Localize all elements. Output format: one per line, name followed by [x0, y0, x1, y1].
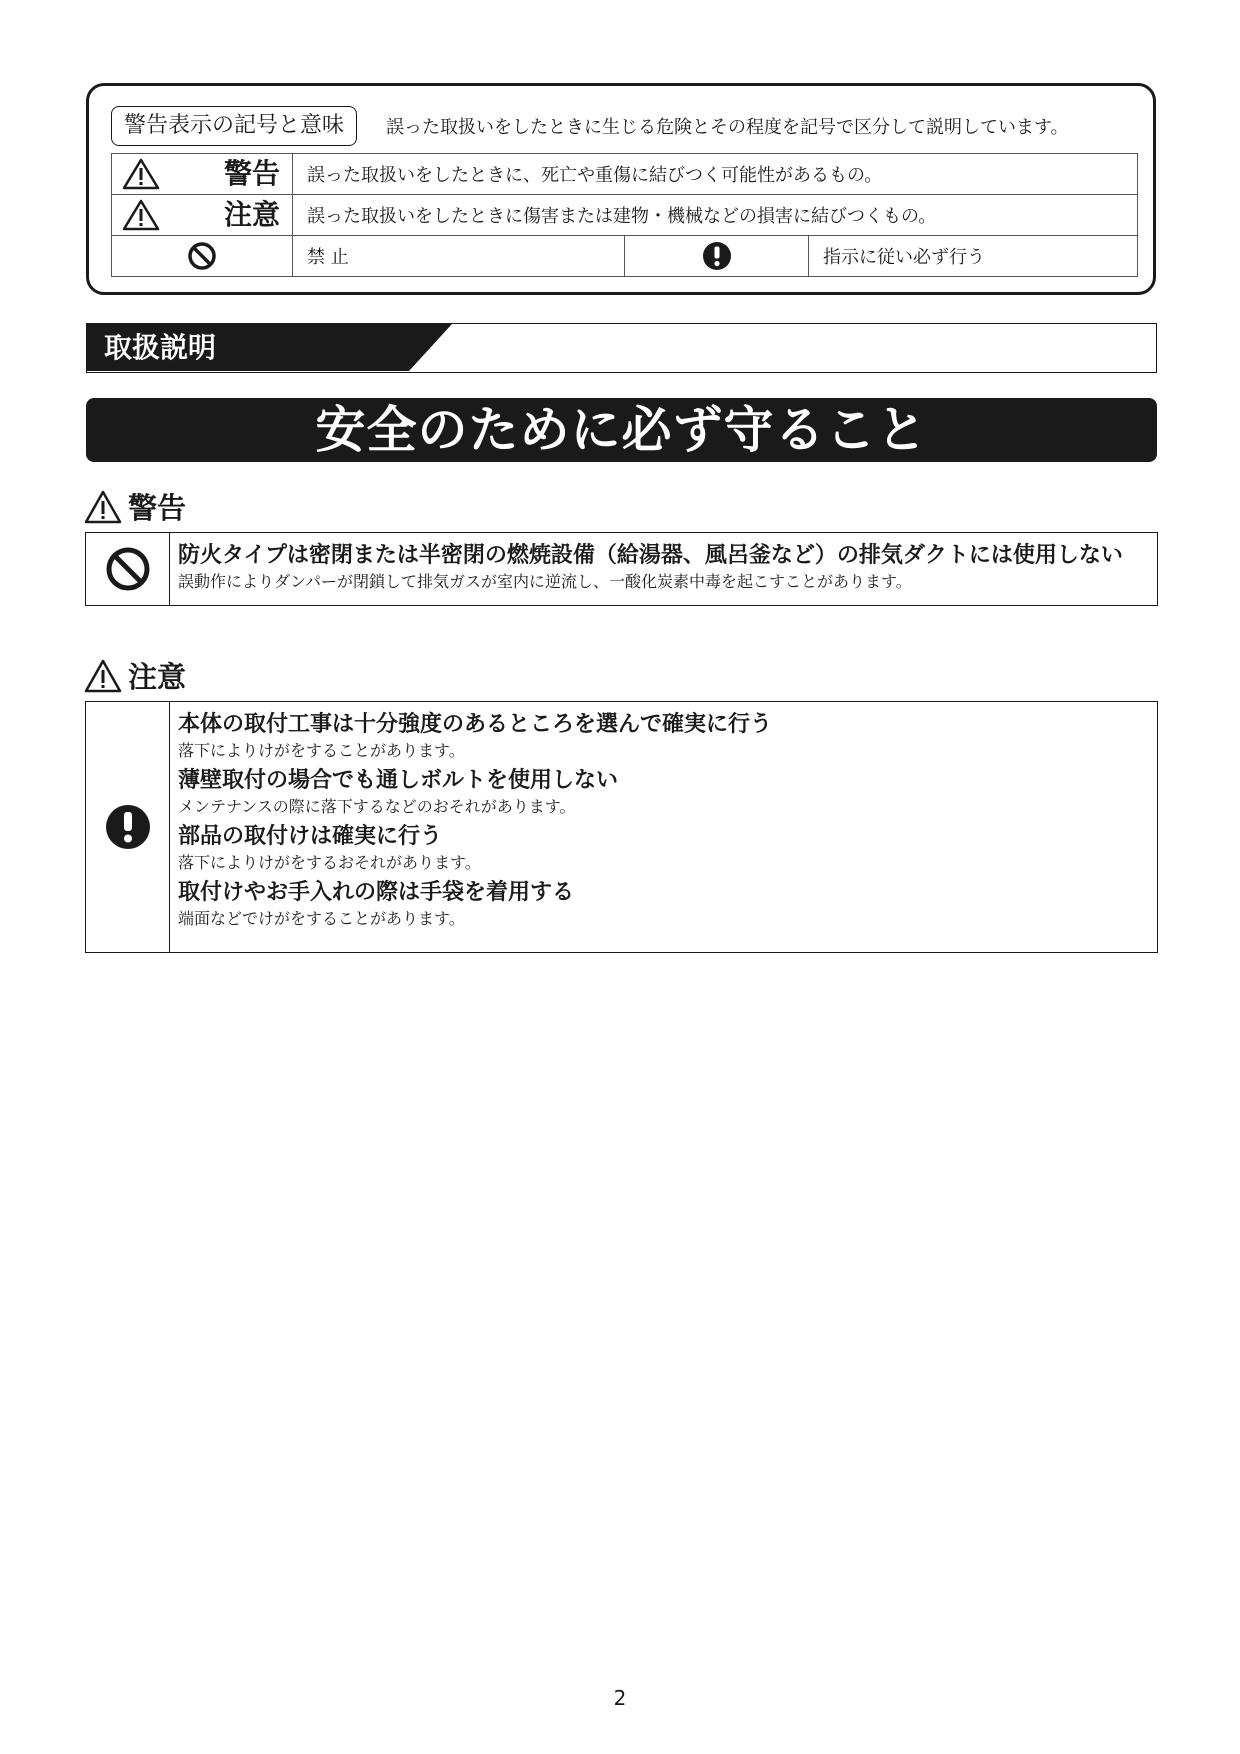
legend-level-warning: 警告 [223, 157, 280, 190]
legend-table [111, 153, 1138, 277]
mandatory-icon [702, 241, 732, 271]
mandatory-icon [105, 804, 151, 850]
warning-item-desc: 誤動作によりダンパーが閉鎖して排気ガスが室内に逆流し、一酸化炭素中毒を起こすことがあります。 [178, 572, 912, 591]
caution-item-title: 取付けやお手入れの際は手袋を着用する [178, 880, 575, 905]
warning-box [85, 532, 1158, 606]
caution-item-desc: メンテナンスの際に落下するなどのおそれがあります。 [178, 797, 576, 816]
caution-triangle-icon [122, 199, 160, 231]
caution-item-desc: 端面などでけがをすることがあります。 [178, 909, 465, 928]
section-title: 取扱説明 [104, 331, 217, 364]
caution-box [85, 701, 1158, 953]
section-header [86, 323, 1157, 373]
warning-heading [84, 486, 186, 527]
legend-row-warning [112, 154, 1138, 195]
caution-item-desc: 落下によりけがをするおそれがあります。 [178, 853, 481, 872]
caution-heading-label: 注意 [128, 660, 187, 694]
legend-text-caution: 誤った取扱いをしたときに傷害または建物・機械などの損害に結びつくもの。 [293, 195, 1138, 236]
legend-mandatory-label: 指示に従い必ず行う [809, 236, 1138, 277]
page-number: 2 [613, 1686, 627, 1710]
prohibited-icon [187, 241, 217, 271]
legend-text-warning: 誤った取扱いをしたときに、死亡や重傷に結びつく可能性があるもの。 [293, 154, 1138, 195]
prohibited-icon [105, 546, 151, 592]
caution-item-title: 本体の取付工事は十分強度のあるところを選んで確実に行う [178, 712, 773, 737]
legend-row-symbols [112, 236, 1138, 277]
caution-triangle-icon [84, 659, 122, 693]
warning-triangle-icon [122, 158, 160, 190]
legend-row-caution [112, 195, 1138, 236]
caution-item-desc: 落下によりけがをすることがあります。 [178, 741, 465, 760]
legend-label: 警告表示の記号と意味 [111, 106, 357, 146]
warning-heading-label: 警告 [128, 491, 187, 525]
legend-level-caution: 注意 [223, 198, 280, 231]
caution-heading [84, 655, 186, 696]
symbol-legend-box [86, 83, 1156, 295]
caution-item-title: 部品の取付けは確実に行う [178, 824, 443, 849]
warning-item-title: 防火タイプは密閉または半密閉の燃焼設備（給湯器、風呂釜など）の排気ダクトには使用しない [178, 543, 1123, 568]
safety-banner-title: 安全のために必ず守ること [86, 398, 1157, 462]
caution-item-title: 薄壁取付の場合でも通しボルトを使用しない [178, 768, 619, 793]
legend-description: 誤った取扱いをしたときに生じる危険とその程度を記号で区分して説明しています。 [386, 117, 1069, 138]
legend-prohibited-label: 禁 止 [293, 236, 625, 277]
warning-triangle-icon [84, 490, 122, 524]
